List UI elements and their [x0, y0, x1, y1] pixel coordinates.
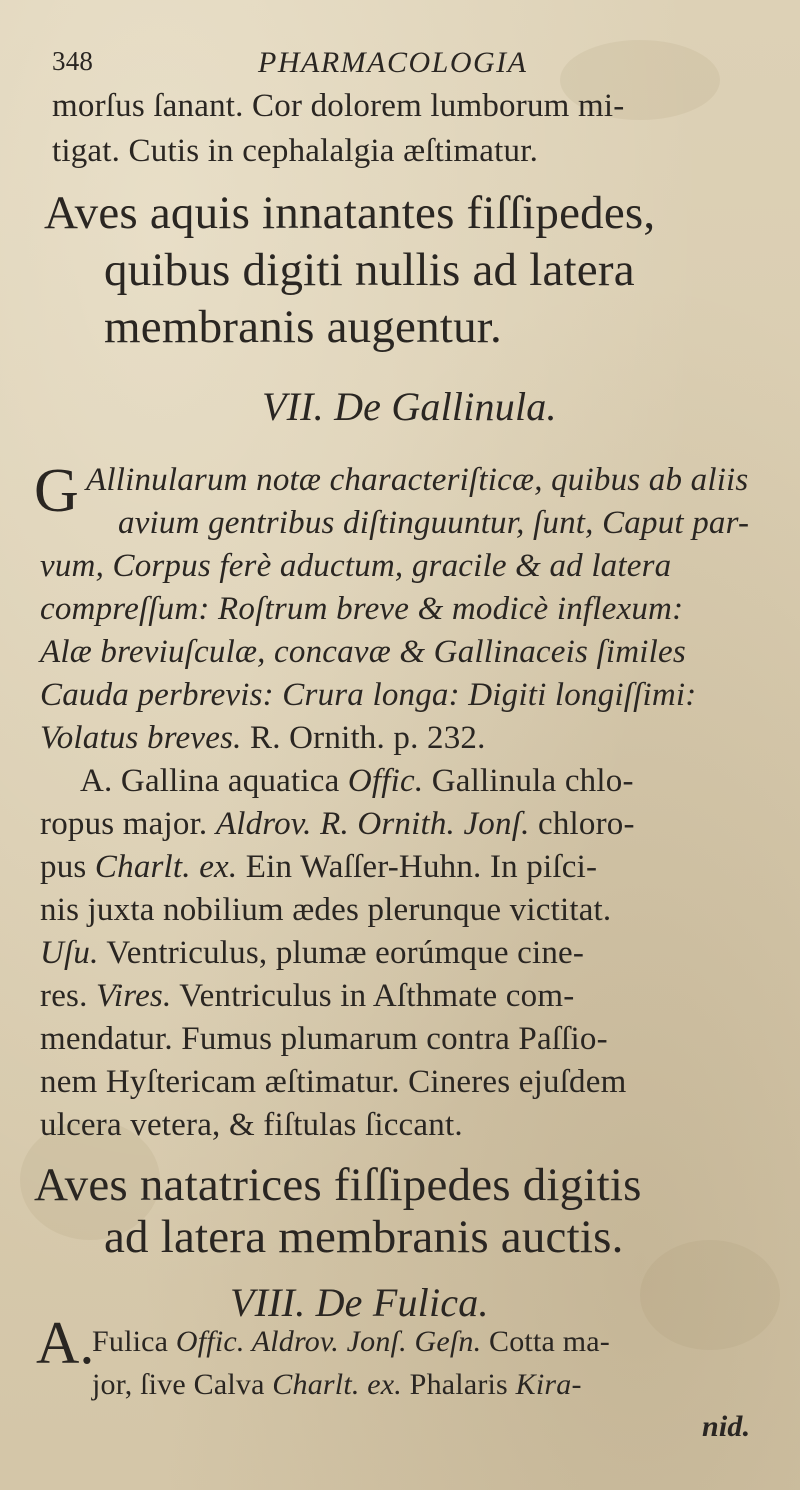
section-heading-line: quibus digiti nullis ad latera [104, 244, 635, 296]
italic-span: Offic. [347, 763, 424, 799]
text-line: Allinularum notæ characteriſticæ, quibus ab aliis [86, 462, 749, 498]
text-span: Gallinula chlo- [423, 763, 634, 799]
text-line: compreſſum: Roſtrum breve & modicè inflexum: [40, 591, 684, 627]
text-line: vum, Corpus ferè aductum, gracile & ad latera [40, 548, 672, 584]
text-line [40, 806, 635, 843]
text-line [40, 978, 574, 1015]
page-number: 348 [52, 46, 94, 76]
catchword: nid. [702, 1410, 751, 1443]
italic-span: Offic. Aldrov. Jonſ. Geſn. [175, 1325, 482, 1358]
text-line [40, 935, 584, 972]
italic-span: Charlt. ex. [272, 1368, 402, 1401]
chapter-title: VII. De Gallinula. [262, 384, 557, 429]
text-line [92, 1368, 582, 1402]
text-span: pus [40, 849, 95, 885]
text-line: Alæ breviuſculæ, concavæ & Gallinaceis ſimiles [40, 634, 686, 670]
text-line: nis juxta nobilium ædes plerunque victitat. [40, 892, 612, 928]
text-line [92, 1325, 610, 1359]
text-span: res. [40, 978, 96, 1014]
text-line: ulcera vetera, & fiſtulas ſiccant. [40, 1107, 463, 1143]
italic-span: Vires. [95, 978, 172, 1014]
text-line [80, 763, 634, 800]
text-span: jor, ſive Calva [92, 1368, 273, 1401]
section-heading-line: Aves aquis innatantes fiſſipedes, [44, 187, 656, 239]
text-span: ropus major. [40, 806, 216, 842]
section-heading-line: Aves natatrices fiſſipedes digitis [34, 1159, 642, 1211]
text-line [40, 720, 486, 757]
section-heading-line: membranis augentur. [104, 301, 502, 353]
text-span: A. Gallina aquatica [80, 763, 348, 799]
text-line: tigat. Cutis in cephalalgia æſtimatur. [52, 133, 539, 169]
text-span: chloro- [529, 806, 635, 842]
text-span: Fulica [92, 1325, 176, 1358]
section-heading-line: ad latera membranis auctis. [104, 1211, 624, 1263]
text-span: Phalaris [401, 1368, 516, 1401]
italic-span: Aldrov. R. Ornith. Jonſ. [215, 806, 530, 842]
italic-span: Charlt. ex. [94, 849, 238, 885]
text-span: Ein Waſſer-Huhn. In piſci- [237, 849, 598, 885]
chapter-title: VIII. De Fulica. [230, 1280, 489, 1325]
italic-span: Volatus breves. [40, 720, 242, 756]
text-span: Ventriculus, plumæ eorúmque cine- [98, 935, 585, 971]
text-line: mendatur. Fumus plumarum contra Paſſio- [40, 1021, 608, 1057]
paper-stain [640, 1240, 780, 1350]
text-span: R. Ornith. p. 232. [241, 720, 486, 756]
text-span: Cotta ma- [481, 1325, 610, 1358]
text-line: Cauda perbrevis: Crura longa: Digiti longiſſimi: [40, 677, 697, 713]
italic-span: Uſu. [40, 935, 99, 971]
text-line: avium gentribus diſtinguuntur, ſunt, Caput par- [118, 505, 750, 541]
running-title: PHARMACOLOGIA [258, 46, 528, 79]
italic-span: Kira- [515, 1368, 582, 1401]
text-line: morſus ſanant. Cor dolorem lumborum mi- [52, 88, 625, 124]
text-line [40, 849, 597, 886]
text-line: nem Hyſtericam æſtimatur. Cineres ejuſdem [40, 1064, 627, 1100]
drop-cap-letter: A. [36, 1310, 95, 1376]
text-span: Ventriculus in Aſthmate com- [171, 978, 575, 1014]
drop-cap-letter: G [34, 457, 79, 525]
